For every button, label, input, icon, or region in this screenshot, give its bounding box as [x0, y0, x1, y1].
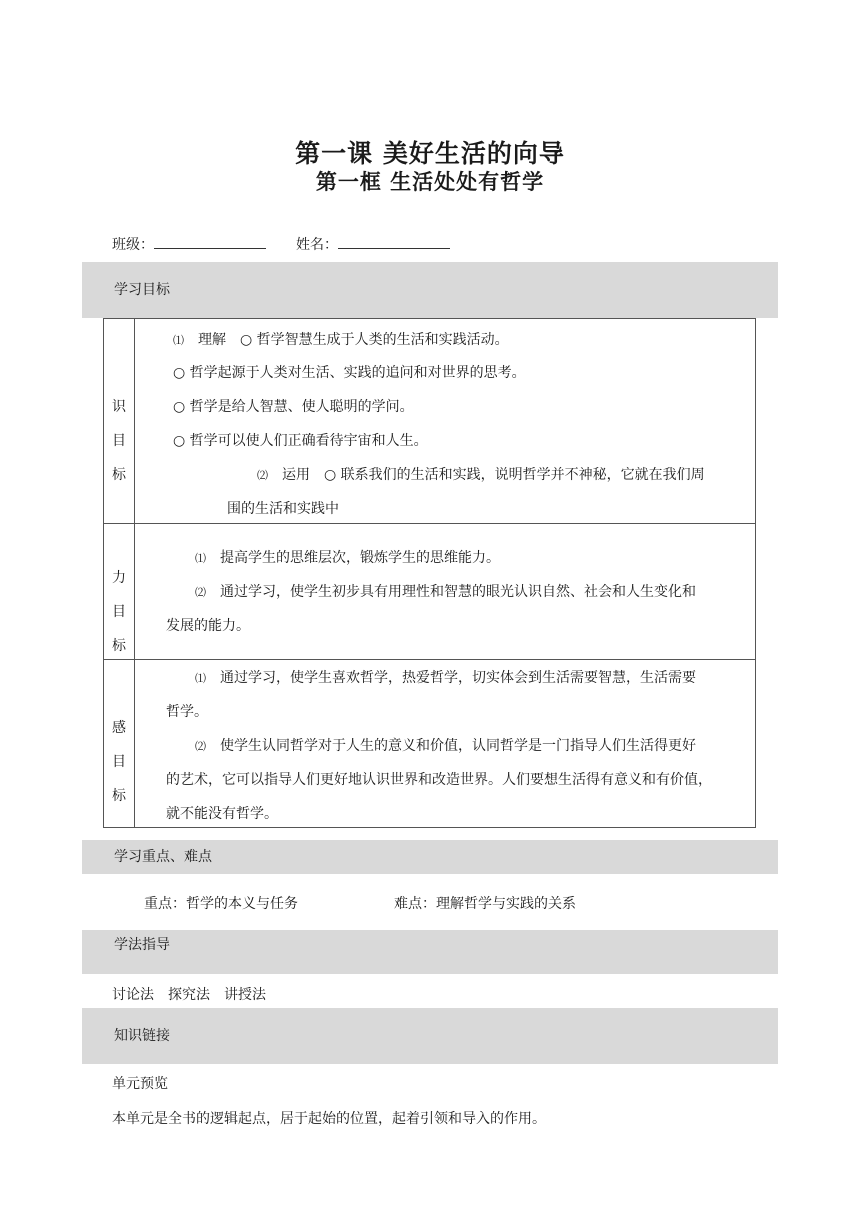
emotion-objective-2-cont: 的艺术，它可以指导人们更好地认识世界和改造世界。人们要想生活得有意义和有价值， — [166, 772, 712, 788]
name-label: 姓名： — [296, 237, 338, 253]
key-point: 重点：哲学的本义与任务 — [144, 896, 298, 912]
section-knowledge-header — [82, 1008, 778, 1064]
knowledge-objective-5: ⑵ 运用 ○ 联系我们的生活和实践，说明哲学并不神秘，它就在我们周 — [257, 467, 705, 483]
section-objectives-title: 学习目标 — [114, 282, 170, 298]
objectives-table — [103, 318, 756, 828]
class-field — [112, 234, 266, 254]
lesson-subtitle: 第一框 生活处处有哲学 — [315, 170, 545, 194]
ability-objective-2: ⑵ 通过学习，使学生初步具有用理性和智慧的眼光认识自然、社会和人生变化和 — [195, 584, 696, 600]
name-field — [296, 234, 450, 254]
difficult-point: 难点：理解哲学与实践的关系 — [394, 896, 576, 912]
unit-preview-heading: 单元预览 — [112, 1076, 168, 1092]
section-knowledge-title: 知识链接 — [114, 1028, 170, 1044]
ability-objective-1: ⑴ 提高学生的思维层次，锻炼学生的思维能力。 — [195, 550, 500, 566]
emotion-objectives-row — [104, 659, 755, 827]
class-label: 班级： — [112, 237, 154, 253]
unit-preview-text: 本单元是全书的逻辑起点，居于起始的位置，起着引领和导入的作用。 — [112, 1111, 546, 1127]
emotion-objective-1: ⑴ 通过学习，使学生喜欢哲学，热爱哲学，切实体会到生活需要智慧，生活需要 — [195, 670, 696, 686]
knowledge-objective-2: ○ 哲学起源于人类对生活、实践的追问和对世界的思考。 — [173, 365, 526, 381]
section-method-header — [82, 930, 778, 974]
emotion-objective-1-cont: 哲学。 — [166, 704, 208, 720]
class-blank — [154, 236, 266, 249]
section-objectives-header — [82, 262, 778, 318]
knowledge-objective-3: ○ 哲学是给人智慧、使人聪明的学问。 — [173, 399, 414, 415]
ability-objectives-side: 力 目 标 — [104, 523, 135, 659]
emotion-objective-2: ⑵ 使学生认同哲学对于人生的意义和价值，认同哲学是一门指导人们生活得更好 — [195, 738, 696, 754]
section-method-title: 学法指导 — [114, 937, 170, 953]
ability-objectives-row — [104, 523, 755, 660]
ability-objective-2-cont: 发展的能力。 — [166, 618, 250, 634]
knowledge-objective-6: 围的生活和实践中 — [227, 501, 339, 517]
lesson-title: 第一课 美好生活的向导 — [295, 139, 565, 168]
knowledge-objectives-side: 识 目 标 — [104, 319, 135, 523]
emotion-objectives-side: 感 目 标 — [104, 659, 135, 827]
name-blank — [338, 236, 450, 249]
method-list: 讨论法 探究法 讲授法 — [112, 987, 266, 1003]
knowledge-objectives-row — [104, 319, 755, 524]
section-keypoints-header — [82, 840, 778, 874]
knowledge-objective-1: ⑴ 理解 ○ 哲学智慧生成于人类的生活和实践活动。 — [173, 332, 509, 348]
emotion-objective-2-end: 就不能没有哲学。 — [166, 806, 278, 822]
knowledge-objective-4: ○ 哲学可以使人们正确看待宇宙和人生。 — [173, 433, 428, 449]
section-keypoints-title: 学习重点、难点 — [114, 849, 212, 865]
